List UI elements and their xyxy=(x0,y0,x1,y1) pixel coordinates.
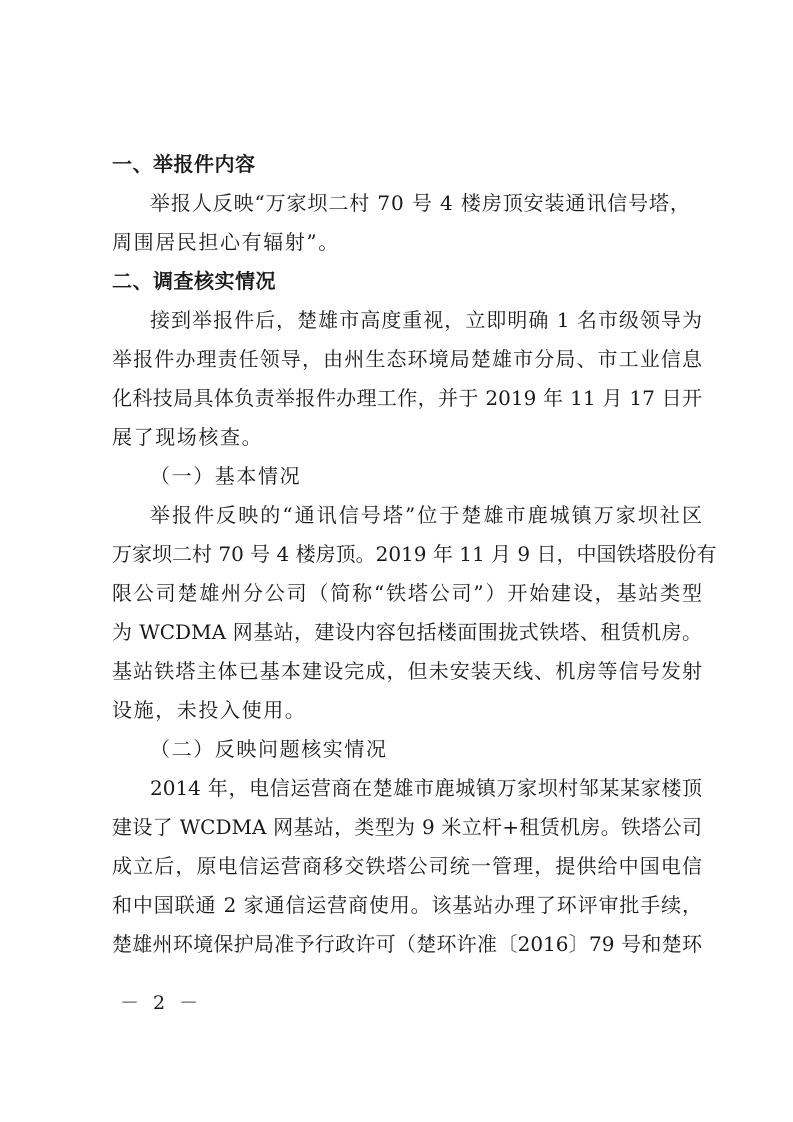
subsection-heading-2: （二）反映问题核实情况 xyxy=(150,737,388,761)
paragraph-2-line-4: 展了现场核查。 xyxy=(112,425,264,449)
section-heading-1: 一、举报件内容 xyxy=(112,152,256,176)
section-heading-2: 二、调查核实情况 xyxy=(112,269,276,293)
paragraph-4-line-2: 建设了 WCDMA 网基站，类型为 9 米立杆+租赁机房。铁塔公司 xyxy=(112,815,702,839)
subsection-heading-1: （一）基本情况 xyxy=(150,464,302,488)
paragraph-2-line-1: 接到举报件后，楚雄市高度重视，立即明确 1 名市级领导为 xyxy=(150,308,702,332)
paragraph-3-line-4: 为 WCDMA 网基站，建设内容包括楼面围拢式铁塔、租赁机房。 xyxy=(112,620,702,644)
paragraph-4-line-3: 成立后，原电信运营商移交铁塔公司统一管理，提供给中国电信 xyxy=(112,854,702,878)
paragraph-2-line-3: 化科技局具体负责举报件办理工作，并于 2019 年 11 月 17 日开 xyxy=(112,386,702,410)
paragraph-3-line-3: 限公司楚雄州分公司（简称“铁塔公司”）开始建设，基站类型 xyxy=(112,581,702,605)
paragraph-4-line-4: 和中国联通 2 家通信运营商使用。该基站办理了环评审批手续， xyxy=(112,893,702,917)
paragraph-2-line-2: 举报件办理责任领导，由州生态环境局楚雄市分局、市工业信息 xyxy=(112,347,702,371)
paragraph-1-line-1: 举报人反映“万家坝二村 70 号 4 楼房顶安装通讯信号塔， xyxy=(150,191,691,215)
paragraph-4-line-1: 2014 年，电信运营商在楚雄市鹿城镇万家坝村邹某某家楼顶 xyxy=(150,776,702,800)
paragraph-3-line-5: 基站铁塔主体已基本建设完成，但未安装天线、机房等信号发射 xyxy=(112,659,702,683)
paragraph-3-line-6: 设施，未投入使用。 xyxy=(112,698,307,722)
paragraph-1-line-2: 周围居民担心有辐射”。 xyxy=(112,230,340,254)
paragraph-4-line-5: 楚雄州环境保护局准予行政许可（楚环许准〔2016〕79 号和楚环 xyxy=(112,932,702,956)
paragraph-3-line-2: 万家坝二村 70 号 4 楼房顶。2019 年 11 月 9 日，中国铁塔股份有 xyxy=(112,542,717,566)
paragraph-3-line-1: 举报件反映的“通讯信号塔”位于楚雄市鹿城镇万家坝社区 xyxy=(150,503,702,527)
page-number: － 2 － xyxy=(120,992,203,1014)
